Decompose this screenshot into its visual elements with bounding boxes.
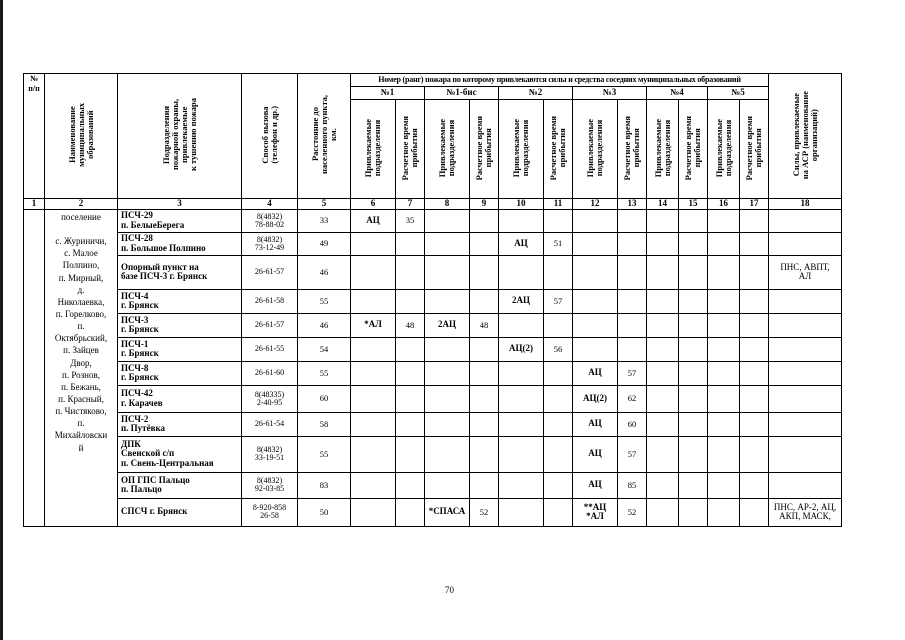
r1-units: [351, 289, 396, 313]
r4-time: [679, 209, 708, 232]
sub-time-label: Расчетное время прибытия: [683, 115, 702, 180]
r4-units: [647, 472, 679, 498]
row-num-cell: [24, 209, 45, 526]
r4-units: [647, 337, 679, 361]
distance-cell: 49: [298, 232, 351, 255]
phone-cell: 26-61-55: [242, 337, 298, 361]
r3-units: АЦ: [573, 436, 618, 472]
r4-units: [647, 209, 679, 232]
r1bis-units: [425, 472, 470, 498]
phone-cell: 8(4832) 33-19-51: [242, 436, 298, 472]
r3-units: АЦ: [573, 412, 618, 436]
phone-cell: 26-61-58: [242, 289, 298, 313]
unit-cell: Опорный пункт на базе ПСЧ-3 г. Брянск: [118, 255, 242, 289]
r1-units: [351, 472, 396, 498]
r4-time: [679, 337, 708, 361]
r1-units: [351, 255, 396, 289]
r1-time: [396, 289, 425, 313]
colnum: 3: [118, 199, 242, 210]
r4-units: [647, 361, 679, 385]
r3-time: 57: [618, 436, 647, 472]
r1-units: [351, 436, 396, 472]
table-row: [24, 232, 842, 255]
r3-time: [618, 289, 647, 313]
rank-1-bis: №1-бис: [425, 87, 499, 100]
sub-time-label: Расчетное время прибытия: [548, 115, 567, 180]
unit-cell: ПСЧ-8 г. Брянск: [118, 361, 242, 385]
asr-cell: [769, 289, 842, 313]
r5-units: [708, 232, 740, 255]
colnum: 17: [740, 199, 769, 210]
sub-units-label: Привлекаемые подразделения: [585, 118, 604, 177]
asr-cell: [769, 337, 842, 361]
colnum: 18: [769, 199, 842, 210]
colnum: 13: [618, 199, 647, 210]
r3-time: 85: [618, 472, 647, 498]
r1bis-time: [470, 361, 499, 385]
table-row: [24, 313, 842, 337]
scan-edge-bar: [0, 0, 3, 640]
unit-cell: СПСЧ г. Брянск: [118, 498, 242, 526]
r2-units: [499, 361, 544, 385]
r1bis-units: [425, 436, 470, 472]
r1bis-time: [470, 472, 499, 498]
asr-cell: [769, 209, 842, 232]
r5-time: [740, 289, 769, 313]
table-row: [24, 361, 842, 385]
r1-time: [396, 255, 425, 289]
sub-units-label: Привлекаемые подразделения: [363, 118, 382, 177]
r1-units: [351, 361, 396, 385]
colnum: 15: [679, 199, 708, 210]
sub-time-r3: [618, 100, 647, 199]
r2-time: 51: [544, 232, 573, 255]
r3-units: [573, 337, 618, 361]
r1bis-units: *СПАСА: [425, 498, 470, 526]
header-rank-title: Номер (ранг) пожара по которому привлекаются силы и средства соседних муниципальных образований: [351, 74, 769, 87]
r1-units: [351, 232, 396, 255]
r3-units: [573, 313, 618, 337]
r3-time: [618, 313, 647, 337]
r1bis-time: 48: [470, 313, 499, 337]
r4-time: [679, 498, 708, 526]
table-row: [24, 209, 842, 232]
r4-time: [679, 255, 708, 289]
distance-cell: 83: [298, 472, 351, 498]
asr-cell: [769, 313, 842, 337]
header-asr: [769, 74, 842, 199]
header-asr-label: Силы, привлекаемые на АСР (наименование организаций): [790, 90, 819, 179]
r1bis-units: [425, 361, 470, 385]
r3-time: [618, 255, 647, 289]
r1bis-units: [425, 412, 470, 436]
distance-cell: 33: [298, 209, 351, 232]
r3-units: [573, 209, 618, 232]
colnum: 7: [396, 199, 425, 210]
table-row: [24, 436, 842, 472]
distance-cell: 55: [298, 361, 351, 385]
phone-cell: 26-61-57: [242, 313, 298, 337]
r3-units: **АЦ *АЛ: [573, 498, 618, 526]
asr-cell: [769, 436, 842, 472]
r5-time: [740, 232, 769, 255]
r2-time: [544, 436, 573, 472]
r1-time: [396, 498, 425, 526]
r1-time: [396, 385, 425, 412]
r1-units: [351, 337, 396, 361]
r3-time: 62: [618, 385, 647, 412]
r3-time: [618, 337, 647, 361]
header-call-label: Способ вызова (телефон и др.): [259, 106, 279, 164]
r3-units: АЦ: [573, 361, 618, 385]
r5-time: [740, 361, 769, 385]
r5-time: [740, 436, 769, 472]
r5-units: [708, 289, 740, 313]
table-row: [24, 255, 842, 289]
distance-cell: 55: [298, 289, 351, 313]
header-unit: [118, 74, 242, 199]
colnum: 16: [708, 199, 740, 210]
r3-units: АЦ(2): [573, 385, 618, 412]
r2-units: 2АЦ: [499, 289, 544, 313]
distance-cell: 55: [298, 436, 351, 472]
r5-units: [708, 361, 740, 385]
r5-units: [708, 436, 740, 472]
r2-units: [499, 498, 544, 526]
r1-time: [396, 232, 425, 255]
phone-cell: 26-61-60: [242, 361, 298, 385]
r1-units: [351, 412, 396, 436]
r4-time: [679, 472, 708, 498]
r4-time: [679, 313, 708, 337]
r1bis-time: [470, 412, 499, 436]
rank-4: №4: [647, 87, 708, 100]
asr-cell: [769, 232, 842, 255]
r3-time: 57: [618, 361, 647, 385]
phone-cell: 8(4832) 78-88-02: [242, 209, 298, 232]
r4-units: [647, 412, 679, 436]
sub-time-r4: [679, 100, 708, 199]
header-dist: [298, 74, 351, 199]
r4-time: [679, 361, 708, 385]
r2-time: [544, 361, 573, 385]
colnum: 5: [298, 199, 351, 210]
r4-time: [679, 289, 708, 313]
r1bis-time: [470, 255, 499, 289]
sub-units-label: Привлекаемые подразделения: [437, 118, 456, 177]
r4-units: [647, 498, 679, 526]
r2-units: [499, 209, 544, 232]
rank-2: №2: [499, 87, 573, 100]
r5-units: [708, 337, 740, 361]
sub-units-r1: [351, 100, 396, 199]
sub-units-r1bis: [425, 100, 470, 199]
r1-time: [396, 412, 425, 436]
sub-units-r5: [708, 100, 740, 199]
r1bis-units: [425, 289, 470, 313]
sub-time-r1bis: [470, 100, 499, 199]
colnum: 14: [647, 199, 679, 210]
unit-cell: ПСЧ-42 г. Карачев: [118, 385, 242, 412]
asr-cell: [769, 361, 842, 385]
header-unit-label: Подразделения пожарной охраны, привлекаемые к тушению пожара: [160, 98, 198, 172]
column-number-row: [24, 199, 842, 210]
distance-cell: 50: [298, 498, 351, 526]
r1-time: [396, 361, 425, 385]
r1-units: АЦ: [351, 209, 396, 232]
header-muni-label: Наименование муниципальных образований: [66, 102, 95, 167]
r4-time: [679, 412, 708, 436]
sub-time-r5: [740, 100, 769, 199]
r1-time: [396, 337, 425, 361]
asr-cell: [769, 472, 842, 498]
r2-time: [544, 385, 573, 412]
r5-time: [740, 412, 769, 436]
sub-units-label: Привлекаемые подразделения: [713, 118, 733, 177]
sub-units-r3: [573, 100, 618, 199]
header-num-label: № п/п: [28, 74, 40, 93]
unit-cell: ПСЧ-4 г. Брянск: [118, 289, 242, 313]
r1bis-units: [425, 385, 470, 412]
r1bis-time: [470, 232, 499, 255]
r5-time: [740, 337, 769, 361]
asr-cell: [769, 385, 842, 412]
r1-time: [396, 472, 425, 498]
r5-units: [708, 209, 740, 232]
r5-time: [740, 313, 769, 337]
r2-time: [544, 313, 573, 337]
colnum: 9: [470, 199, 499, 210]
r4-time: [679, 436, 708, 472]
r1bis-time: [470, 337, 499, 361]
sub-time-label: Расчетное время прибытия: [474, 115, 493, 180]
table-row: [24, 472, 842, 498]
sub-units-label: Привлекаемые подразделения: [511, 118, 530, 177]
asr-cell: [769, 412, 842, 436]
r2-time: [544, 412, 573, 436]
sub-units-r2: [499, 100, 544, 199]
phone-cell: 26-61-57: [242, 255, 298, 289]
phone-cell: 8(4832) 73-12-49: [242, 232, 298, 255]
r2-units: АЦ: [499, 232, 544, 255]
distance-cell: 58: [298, 412, 351, 436]
unit-cell: ПСЧ-2 п. Путёвка: [118, 412, 242, 436]
r3-time: 60: [618, 412, 647, 436]
r3-units: [573, 289, 618, 313]
colnum: 10: [499, 199, 544, 210]
r1bis-time: [470, 209, 499, 232]
r1bis-time: 52: [470, 498, 499, 526]
r2-units: [499, 436, 544, 472]
r4-units: [647, 232, 679, 255]
sub-units-r4: [647, 100, 679, 199]
r1-units: *АЛ: [351, 313, 396, 337]
r5-units: [708, 385, 740, 412]
r2-time: 57: [544, 289, 573, 313]
unit-cell: ПСЧ-28 п. Большое Полпино: [118, 232, 242, 255]
rank-3: №3: [573, 87, 647, 100]
r5-time: [740, 385, 769, 412]
r5-units: [708, 472, 740, 498]
colnum: 2: [45, 199, 118, 210]
phone-cell: 8(48335) 2-40-95: [242, 385, 298, 412]
r2-units: АЦ(2): [499, 337, 544, 361]
r4-units: [647, 313, 679, 337]
colnum: 6: [351, 199, 396, 210]
r1bis-units: 2АЦ: [425, 313, 470, 337]
colnum: 11: [544, 199, 573, 210]
municipality-cell: поселение с. Журиничи, с. Малое Полпино, п. Мирный, д. Николаевка, п. Горелково, п. Октябрьский, п. Зайцев Двор, п. Рознов, п. Бежань, п. Красный, п. Чистяково, п. Михайловски й: [45, 209, 118, 526]
phone-cell: 8-920-858 26-58: [242, 498, 298, 526]
r1-time: [396, 436, 425, 472]
header-num: [24, 74, 45, 199]
r1-units: [351, 385, 396, 412]
distance-cell: 46: [298, 255, 351, 289]
header-muni: [45, 74, 118, 199]
r5-units: [708, 255, 740, 289]
r1bis-units: [425, 255, 470, 289]
colnum: 12: [573, 199, 618, 210]
unit-cell: ПСЧ-29 п. БелыеБерега: [118, 209, 242, 232]
sub-time-label: Расчетное время прибытия: [400, 115, 419, 180]
table-row: [24, 412, 842, 436]
r5-time: [740, 209, 769, 232]
r1bis-time: [470, 289, 499, 313]
r1-units: [351, 498, 396, 526]
r4-units: [647, 255, 679, 289]
r4-time: [679, 385, 708, 412]
r2-time: [544, 209, 573, 232]
r1-time: 35: [396, 209, 425, 232]
rank-5: №5: [708, 87, 769, 100]
sub-units-label: Привлекаемые подразделения: [652, 118, 672, 177]
r2-units: [499, 255, 544, 289]
header-call: [242, 74, 298, 199]
r5-units: [708, 412, 740, 436]
asr-cell: ПНС, АР-2, АЦ, АКП, МАСК,: [769, 498, 842, 526]
colnum: 4: [242, 199, 298, 210]
colnum: 1: [24, 199, 45, 210]
r2-units: [499, 472, 544, 498]
sub-time-label: Расчетное время прибытия: [622, 115, 641, 180]
r4-units: [647, 385, 679, 412]
r3-units: [573, 255, 618, 289]
r3-time: 52: [618, 498, 647, 526]
phone-cell: 26-61-54: [242, 412, 298, 436]
r1bis-units: [425, 232, 470, 255]
sub-time-label: Расчетное время прибытия: [744, 115, 763, 180]
r4-units: [647, 436, 679, 472]
r1bis-time: [470, 385, 499, 412]
colnum: 8: [425, 199, 470, 210]
r5-units: [708, 313, 740, 337]
table-row: [24, 289, 842, 313]
table-row: [24, 337, 842, 361]
r1bis-units: [425, 209, 470, 232]
fire-forces-table-container: [23, 73, 842, 527]
r3-units: АЦ: [573, 472, 618, 498]
r2-time: [544, 472, 573, 498]
sub-time-r2: [544, 100, 573, 199]
unit-cell: ПСЧ-3 г. Брянск: [118, 313, 242, 337]
unit-cell: ОП ГПС Пальцо п. Пальцо: [118, 472, 242, 498]
r2-units: [499, 385, 544, 412]
r4-units: [647, 289, 679, 313]
distance-cell: 54: [298, 337, 351, 361]
r5-units: [708, 498, 740, 526]
r1bis-units: [425, 337, 470, 361]
unit-cell: ПСЧ-1 г. Брянск: [118, 337, 242, 361]
r3-time: [618, 232, 647, 255]
sub-time-r1: [396, 100, 425, 199]
r2-units: [499, 313, 544, 337]
r5-time: [740, 472, 769, 498]
table-row: [24, 498, 842, 526]
distance-cell: 46: [298, 313, 351, 337]
header-dist-label: Расстояние до населенного пункта, км.: [309, 95, 338, 175]
fire-forces-table: [23, 73, 842, 527]
r5-time: [740, 255, 769, 289]
unit-cell: ДПК Свенской с/п п. Свень-Центральная: [118, 436, 242, 472]
phone-cell: 8(4832) 92-03-85: [242, 472, 298, 498]
r2-time: [544, 498, 573, 526]
r4-time: [679, 232, 708, 255]
distance-cell: 60: [298, 385, 351, 412]
table-row: [24, 385, 842, 412]
r3-units: [573, 232, 618, 255]
r1bis-time: [470, 436, 499, 472]
r2-time: [544, 255, 573, 289]
r2-time: 56: [544, 337, 573, 361]
r3-time: [618, 209, 647, 232]
asr-cell: ПНС, АВПТ, АЛ: [769, 255, 842, 289]
r2-units: [499, 412, 544, 436]
page-number: 70: [445, 585, 454, 595]
r1-time: 48: [396, 313, 425, 337]
rank-1: №1: [351, 87, 425, 100]
r5-time: [740, 498, 769, 526]
